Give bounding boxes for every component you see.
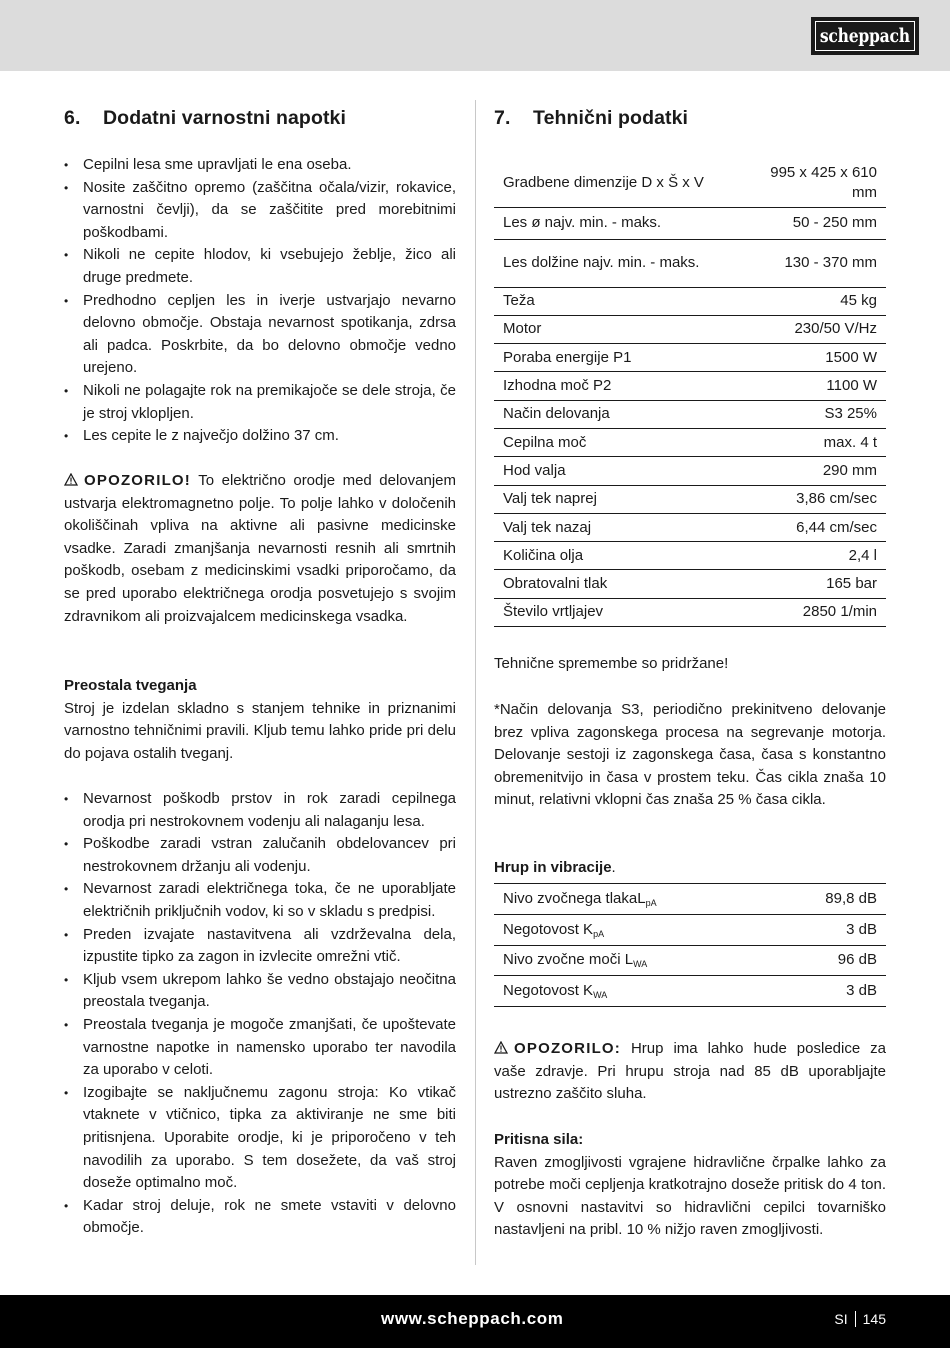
table-row — [494, 400, 886, 428]
footer-separator — [855, 1311, 856, 1327]
section-title: Dodatni varnostni napotki — [103, 107, 347, 129]
noise-value: 96 dB — [773, 945, 886, 976]
table-row — [494, 976, 886, 1007]
noise-label: Negotovost $K_{WA}$ — [494, 976, 773, 1007]
technical-data-table — [494, 160, 886, 627]
spec-value: 1500 W — [736, 344, 886, 372]
list-item: • Poškodbe zaradi vstran zalučanih obdelovancev pri nestrokovnem držanju ali vodenju. — [64, 833, 456, 878]
spec-label: Les ø najv. min. - maks. — [494, 207, 736, 239]
list-item: • Nikoli ne polagajte rok na premikajoče se dele stroja, če je stroj vklopljen. — [64, 380, 456, 425]
noise-value: 3 dB — [773, 976, 886, 1007]
spec-value: 165 bar — [736, 570, 886, 598]
pressure-text: Raven zmogljivosti vgrajene hidravlične črpalke lahko za potrebe moči cepljenja kratkotrajno doseže pritisk do 4 ton. V osnovni nastavitvi so hidravlični cepilci tovarniško nastavljeni na pribl. 10 % nižjo raven zmogljivosti. — [494, 1153, 886, 1239]
spec-value: 230/50 V/Hz — [736, 315, 886, 343]
spec-value: 45 kg — [736, 287, 886, 315]
spec-label: Izhodna moč P2 — [494, 372, 736, 400]
section-number: 6. — [64, 107, 81, 129]
pressure-force — [494, 1129, 886, 1242]
table-row — [494, 914, 886, 945]
residual-risks-heading: Preostala tveganja — [64, 677, 197, 694]
safety-bullet-list — [64, 154, 456, 448]
noise-label: Nivo zvočne moči $L_{WA}$ — [494, 945, 773, 976]
spec-label: Hod valja — [494, 457, 736, 485]
spec-label: Gradbene dimenzije D x Š x V — [494, 160, 736, 207]
pressure-heading: Pritisna sila: — [494, 1131, 584, 1148]
noise-heading-suffix: . — [611, 859, 616, 876]
residual-risks-text: Stroj je izdelan skladno s stanjem tehnike in priznanimi varnostno tehničnimi pravili. Kljub temu lahko pride pri delu do pojava ostalih tveganj. — [64, 699, 456, 762]
emf-warning — [64, 470, 456, 628]
noise-value: 89,8 dB — [773, 884, 886, 915]
page-indicator — [834, 1311, 886, 1327]
table-row — [494, 542, 886, 570]
spec-label: Način delovanja — [494, 400, 736, 428]
spec-label: Valj tek nazaj — [494, 513, 736, 541]
page-number: 145 — [862, 1311, 886, 1327]
spec-label: Število vrtljajev — [494, 598, 736, 626]
list-item: • Nosite zaščitno opremo (zaščitna očala/vizir, rokavice, varnostni čevlji), da se zaščitite pred morebitnimi poškodbami. — [64, 177, 456, 245]
noise-label: Nivo zvočnega tlakaL$_{pA}$ — [494, 884, 773, 915]
table-row — [494, 598, 886, 626]
table-row — [494, 884, 886, 915]
noise-heading-text: Hrup in vibracije — [494, 859, 612, 876]
warning-triangle-icon — [64, 473, 78, 486]
footer-bar — [0, 1295, 950, 1348]
spec-label: Poraba energije P1 — [494, 344, 736, 372]
list-item: • Nevarnost poškodb prstov in rok zaradi cepilnega orodja pri nestrokovnem vodenju ali nalaganju lesa. — [64, 788, 456, 833]
warning-text: Hrup ima lahko hude posledice za vaše zdravje. Pri hrupu stroja nad 85 dB uporabljajte ustrezno zaščito sluha. — [494, 1040, 886, 1103]
website-url: www.scheppach.com — [381, 1309, 564, 1328]
warning-text: To električno orodje med delovanjem ustvarja elektromagnetno polje. To polje lahko v določenih okoliščinah vpliva na aktivne ali pasivne medicinske vsadke. Zaradi zmanjšanja nevarnosti resnih ali smrtnih poškodb, osebam z medicinskimi vsadki priporočamo, da se pred uporabo električnega orodja posvetujejo s svojim zdravnikom ali proizvajalcem medicinskega vsadka. — [64, 472, 456, 625]
noise-heading — [494, 857, 886, 880]
spec-label: Teža — [494, 287, 736, 315]
spec-value: max. 4 t — [736, 428, 886, 456]
spec-value: 2,4 l — [736, 542, 886, 570]
warning-label: OPOZORILO! — [84, 472, 191, 489]
list-item: • Izogibajte se naključnemu zagonu stroja: Ko vtikač vtaknete v vtičnico, tipka za aktiviranje ne sme biti pritisnjena. Uporabite orodje, ki je priporočeno v teh navodilih za uporabo. S tem dosežete, da vaš stroj doseže optimalno moč. — [64, 1082, 456, 1195]
table-row — [494, 513, 886, 541]
spec-label: Cepilna moč — [494, 428, 736, 456]
table-row — [494, 485, 886, 513]
spec-value: 2850 1/min — [736, 598, 886, 626]
spec-label: Obratovalni tlak — [494, 570, 736, 598]
spec-label: Količina olja — [494, 542, 736, 570]
noise-label: Negotovost $K_{pA}$ — [494, 914, 773, 945]
table-row — [494, 160, 886, 207]
spec-value: 130 - 370 mm — [736, 239, 886, 287]
spec-value: 3,86 cm/sec — [736, 485, 886, 513]
warning-triangle-icon — [494, 1041, 508, 1054]
spec-value: S3 25% — [736, 400, 886, 428]
table-row — [494, 570, 886, 598]
list-item: • Les cepite le z največjo dolžino 37 cm. — [64, 425, 456, 448]
table-row — [494, 372, 886, 400]
table-row — [494, 315, 886, 343]
spec-value: 290 mm — [736, 457, 886, 485]
table-row — [494, 239, 886, 287]
table-row — [494, 287, 886, 315]
noise-warning — [494, 1038, 886, 1106]
spec-label: Valj tek naprej — [494, 485, 736, 513]
residual-risks — [64, 675, 456, 765]
list-item: • Nevarnost zaradi električnega toka, če ne uporabljate električnih priključnih vodov, ki so v skladu s predpisi. — [64, 878, 456, 923]
table-row — [494, 945, 886, 976]
list-item: • Predhodno cepljen les in iverje ustvarjajo nevarno delovno območje. Obstaja nevarnost spotikanja, zdrsa ali padca. Poskrbite, da bo delovno območje vedno urejeno. — [64, 290, 456, 380]
section-6-heading — [64, 107, 346, 130]
section-7-heading — [494, 107, 688, 130]
list-item: • Cepilni lesa sme upravljati le ena oseba. — [64, 154, 456, 177]
table-row — [494, 344, 886, 372]
table-row — [494, 428, 886, 456]
noise-value: 3 dB — [773, 914, 886, 945]
noise-table — [494, 883, 886, 1007]
spec-label: Motor — [494, 315, 736, 343]
list-item: • Kljub vsem ukrepom lahko še vedno obstajajo neočitna preostala tveganja. — [64, 969, 456, 1014]
warning-label: OPOZORILO: — [514, 1040, 621, 1057]
section-title: Tehnični podatki — [533, 107, 689, 129]
list-item: • Kadar stroj deluje, rok ne smete vstaviti v delovno območje. — [64, 1195, 456, 1240]
list-item: • Preden izvajate nastavitvena ali vzdrževalna dela, izpustite tipko za zagon in izvlecite omrežni vtič. — [64, 924, 456, 969]
residual-bullet-list — [64, 788, 456, 1240]
column-divider — [475, 100, 476, 1265]
technical-changes-note: Tehnične spremembe so pridržane! — [494, 655, 729, 672]
list-item: • Nikoli ne cepite hlodov, ki vsebujejo žeblje, žico ali druge predmete. — [64, 244, 456, 289]
operating-mode-note: *Način delovanja S3, periodično prekinitveno delovanje brez vpliva zagonskega procesa na segrevanje motorja. Delovanje sestoji iz zagonskega časa, časa s konstantno obremenitvijo in časa v prostem teku. Čas cikla znaša 10 minut, relativni vklopni čas znaša 25 % časa cikla. — [494, 701, 886, 809]
spec-value: 1100 W — [736, 372, 886, 400]
scheppach-logo — [811, 17, 919, 55]
language-code: SI — [834, 1311, 848, 1327]
spec-value: 50 - 250 mm — [736, 207, 886, 239]
header-bar — [0, 0, 950, 71]
table-row — [494, 457, 886, 485]
section-number: 7. — [494, 107, 511, 129]
spec-value: 995 x 425 x 610 mm — [736, 160, 886, 207]
table-row — [494, 207, 886, 239]
list-item: • Preostala tveganja je mogoče zmanjšati, če upoštevate varnostne napotke in namensko uporabo ter navodila za uporabo v celoti. — [64, 1014, 456, 1082]
spec-value: 6,44 cm/sec — [736, 513, 886, 541]
logo-text: scheppach — [820, 25, 910, 47]
spec-label: Les dolžine najv. min. - maks. — [494, 239, 736, 287]
